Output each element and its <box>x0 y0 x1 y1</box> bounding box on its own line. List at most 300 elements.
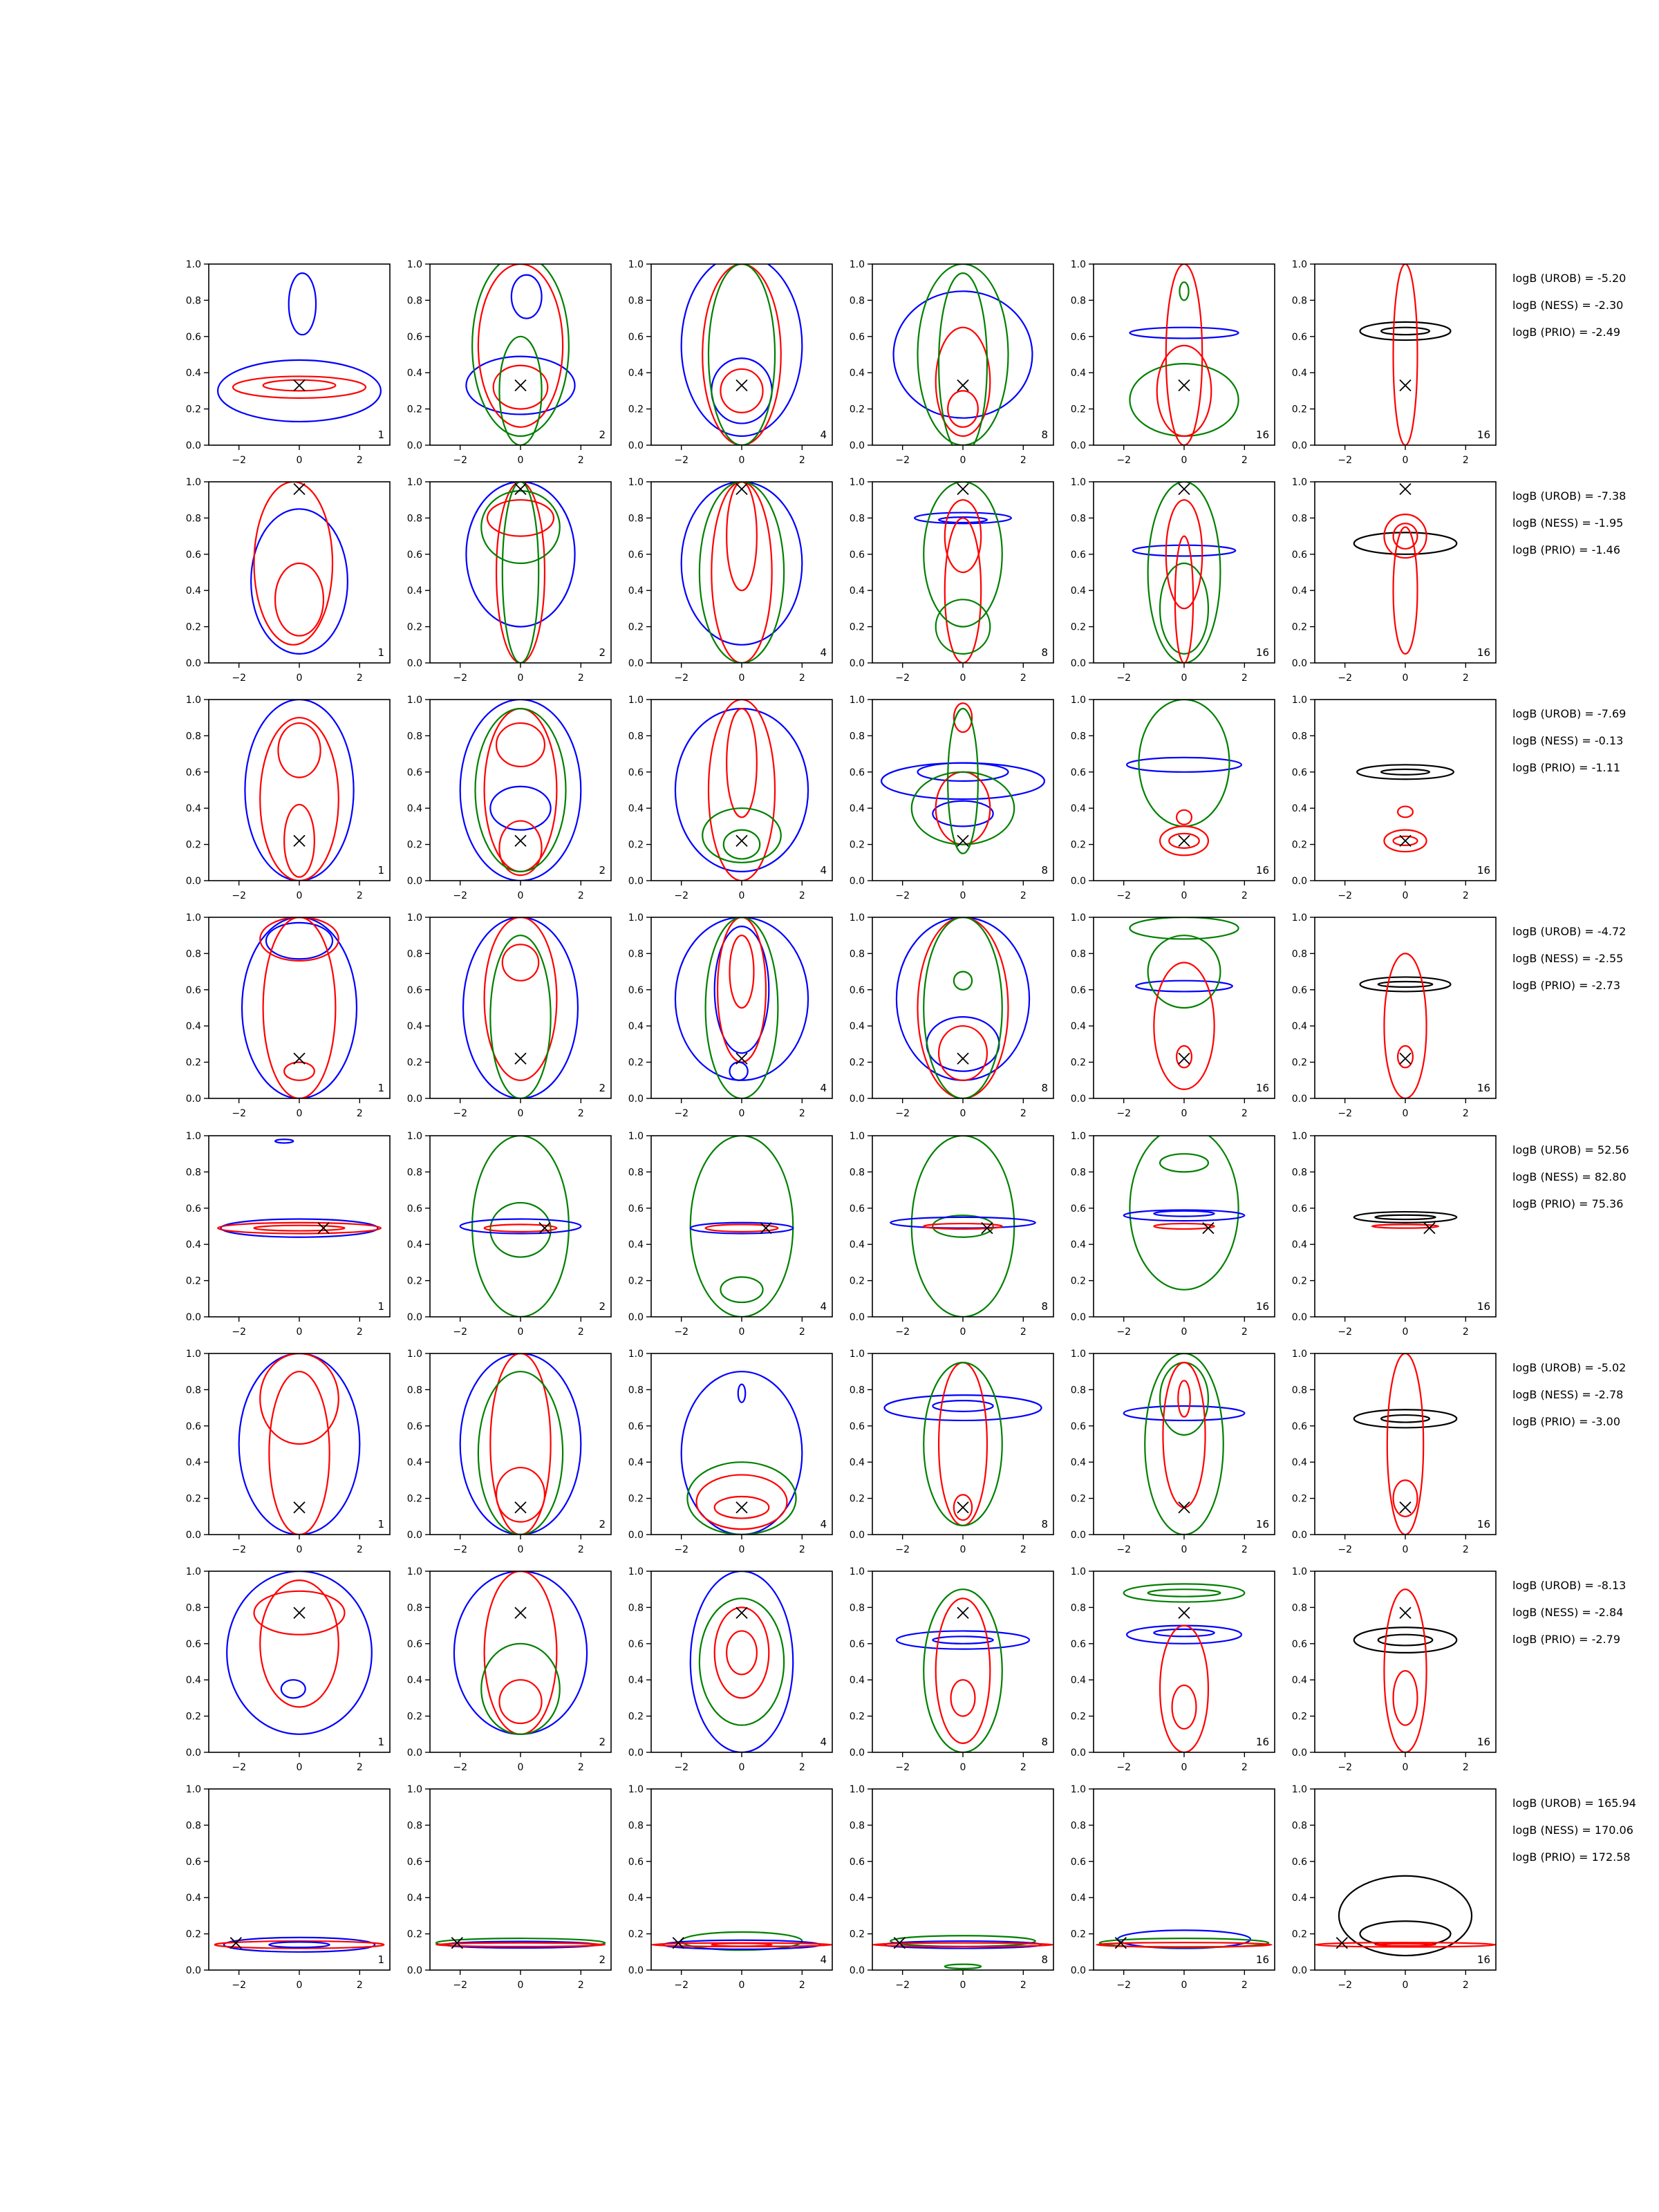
y-tick-label: 0.8 <box>849 1820 865 1832</box>
y-tick-label: 0.2 <box>185 1929 201 1940</box>
y-tick-label: 0.8 <box>185 1385 201 1396</box>
x-tick-label: 2 <box>1241 890 1248 901</box>
y-tick-label: 0.8 <box>1070 1167 1086 1179</box>
y-tick-label: 0.4 <box>849 368 865 379</box>
y-tick-label: 0.2 <box>1291 404 1307 415</box>
x-tick-label: 2 <box>1462 890 1469 901</box>
y-tick-label: 0.4 <box>628 1893 644 1904</box>
logb-stat-text: logB (UROB) = 165.94 <box>1512 1797 1636 1810</box>
x-tick-label: −2 <box>674 455 688 466</box>
y-tick-label: 0.8 <box>1070 1820 1086 1832</box>
y-tick-label: 1.0 <box>849 695 865 706</box>
y-tick-label: 0.4 <box>1070 1457 1086 1469</box>
panel-number-label: 16 <box>1477 429 1490 441</box>
x-tick-label: −2 <box>1116 1108 1131 1119</box>
y-tick-label: 0.0 <box>1070 1747 1086 1759</box>
y-tick-label: 0.0 <box>1291 1747 1307 1759</box>
y-tick-label: 1.0 <box>849 1566 865 1577</box>
panel-number-label: 4 <box>820 1518 827 1530</box>
y-tick-label: 0.4 <box>1070 1239 1086 1251</box>
y-tick-label: 0.6 <box>1070 1638 1086 1650</box>
x-tick-label: 2 <box>356 1544 363 1555</box>
panel-number-label: 4 <box>820 1082 827 1094</box>
y-tick-label: 0.8 <box>1291 295 1307 307</box>
logb-stat-text: logB (PRIO) = -1.46 <box>1512 543 1620 556</box>
y-tick-label: 0.2 <box>406 621 422 633</box>
y-tick-label: 0.6 <box>628 767 644 778</box>
panel-number-label: 4 <box>820 1300 827 1313</box>
x-tick-label: 0 <box>517 1762 524 1773</box>
x-tick-label: 2 <box>798 1762 805 1773</box>
y-tick-label: 0.2 <box>185 839 201 851</box>
y-tick-label: 0.6 <box>1291 549 1307 561</box>
panel-number-label: 16 <box>1255 864 1269 877</box>
y-tick-label: 0.0 <box>406 1965 422 1976</box>
y-tick-label: 1.0 <box>628 1784 644 1795</box>
y-tick-label: 0.6 <box>628 1638 644 1650</box>
y-tick-label: 0.0 <box>406 440 422 451</box>
y-tick-label: 0.2 <box>628 404 644 415</box>
x-tick-label: −2 <box>1338 455 1352 466</box>
panel-number-label: 1 <box>377 646 384 659</box>
y-tick-label: 0.4 <box>1070 1021 1086 1033</box>
y-tick-label: 0.2 <box>406 1493 422 1505</box>
y-tick-label: 0.0 <box>849 440 865 451</box>
y-tick-label: 0.2 <box>628 1275 644 1287</box>
y-tick-label: 0.2 <box>406 1711 422 1723</box>
y-tick-label: 1.0 <box>185 477 201 488</box>
x-tick-label: 0 <box>517 1108 524 1119</box>
y-tick-label: 0.6 <box>406 1203 422 1215</box>
panel-number-label: 8 <box>1041 429 1048 441</box>
y-tick-label: 0.0 <box>406 658 422 669</box>
logb-stat-text: logB (UROB) = -5.20 <box>1512 272 1627 285</box>
y-tick-label: 0.6 <box>1070 984 1086 996</box>
x-tick-label: 0 <box>296 1762 303 1773</box>
y-tick-label: 1.0 <box>1291 259 1307 270</box>
y-tick-label: 1.0 <box>1070 477 1086 488</box>
y-tick-label: 0.0 <box>849 1965 865 1976</box>
x-tick-label: 0 <box>517 1980 524 1991</box>
x-tick-label: 0 <box>296 1544 303 1555</box>
x-tick-label: 0 <box>1402 1327 1409 1338</box>
x-tick-label: 2 <box>577 1762 584 1773</box>
y-tick-label: 0.4 <box>628 1239 644 1251</box>
panel-number-label: 4 <box>820 646 827 659</box>
y-tick-label: 0.6 <box>849 1421 865 1432</box>
y-tick-label: 0.0 <box>406 1094 422 1105</box>
y-tick-label: 0.8 <box>1291 1820 1307 1832</box>
y-tick-label: 1.0 <box>1291 1131 1307 1142</box>
y-tick-label: 0.4 <box>1291 1457 1307 1469</box>
y-tick-label: 1.0 <box>1291 1566 1307 1577</box>
y-tick-label: 0.8 <box>628 1820 644 1832</box>
y-tick-label: 0.6 <box>628 1856 644 1868</box>
x-tick-label: −2 <box>453 1980 467 1991</box>
panel-number-label: 1 <box>377 864 384 877</box>
panel-number-label: 16 <box>1255 429 1269 441</box>
y-tick-label: 0.6 <box>185 549 201 561</box>
y-tick-label: 0.2 <box>406 1275 422 1287</box>
panel-number-label: 8 <box>1041 646 1048 659</box>
panel-number-label: 16 <box>1477 864 1490 877</box>
y-tick-label: 0.8 <box>185 1820 201 1832</box>
y-tick-label: 0.6 <box>1291 1203 1307 1215</box>
y-tick-label: 0.4 <box>1070 368 1086 379</box>
y-tick-label: 0.4 <box>406 368 422 379</box>
y-tick-label: 0.4 <box>1291 1675 1307 1687</box>
x-tick-label: 2 <box>1241 673 1248 684</box>
y-tick-label: 0.8 <box>1291 1602 1307 1614</box>
y-tick-label: 0.8 <box>1070 295 1086 307</box>
panel-number-label: 8 <box>1041 1736 1048 1748</box>
y-tick-label: 0.0 <box>406 1747 422 1759</box>
x-tick-label: 0 <box>296 673 303 684</box>
y-tick-label: 0.8 <box>1070 513 1086 525</box>
x-tick-label: −2 <box>1116 1544 1131 1555</box>
y-tick-label: 0.4 <box>849 1021 865 1033</box>
x-tick-label: 0 <box>1181 455 1188 466</box>
y-tick-label: 0.6 <box>849 1856 865 1868</box>
x-tick-label: −2 <box>453 455 467 466</box>
y-tick-label: 0.6 <box>406 1421 422 1432</box>
x-tick-label: −2 <box>453 890 467 901</box>
x-tick-label: 2 <box>1462 455 1469 466</box>
y-tick-label: 0.6 <box>185 1421 201 1432</box>
y-tick-label: 0.2 <box>185 621 201 633</box>
y-tick-label: 0.0 <box>1070 1312 1086 1323</box>
x-tick-label: 2 <box>356 1108 363 1119</box>
x-tick-label: 0 <box>517 455 524 466</box>
x-tick-label: 2 <box>1020 1544 1027 1555</box>
y-tick-label: 0.4 <box>849 1457 865 1469</box>
x-tick-label: 2 <box>798 1327 805 1338</box>
y-tick-label: 0.8 <box>406 513 422 525</box>
y-tick-label: 0.0 <box>1291 440 1307 451</box>
y-tick-label: 0.2 <box>185 1493 201 1505</box>
y-tick-label: 0.8 <box>406 1820 422 1832</box>
y-tick-label: 0.0 <box>1070 658 1086 669</box>
y-tick-label: 0.4 <box>628 1675 644 1687</box>
x-tick-label: 2 <box>1462 1980 1469 1991</box>
y-tick-label: 0.2 <box>849 621 865 633</box>
panel-number-label: 2 <box>599 1953 606 1966</box>
y-tick-label: 0.8 <box>406 948 422 960</box>
x-tick-label: 0 <box>959 1762 966 1773</box>
panel-number-label: 4 <box>820 1953 827 1966</box>
x-tick-label: 2 <box>1020 890 1027 901</box>
x-tick-label: 0 <box>738 890 745 901</box>
x-tick-label: −2 <box>1338 1544 1352 1555</box>
x-tick-label: −2 <box>232 1980 246 1991</box>
panel-number-label: 2 <box>599 864 606 877</box>
x-tick-label: 0 <box>1402 455 1409 466</box>
y-tick-label: 0.0 <box>628 1965 644 1976</box>
y-tick-label: 0.6 <box>185 767 201 778</box>
x-tick-label: 2 <box>1241 1762 1248 1773</box>
y-tick-label: 0.6 <box>1291 1856 1307 1868</box>
y-tick-label: 0.6 <box>628 331 644 343</box>
y-tick-label: 1.0 <box>1291 912 1307 924</box>
y-tick-label: 0.6 <box>1070 1203 1086 1215</box>
panel-number-label: 8 <box>1041 1518 1048 1530</box>
x-tick-label: −2 <box>1338 1327 1352 1338</box>
y-tick-label: 0.0 <box>185 658 201 669</box>
x-tick-label: −2 <box>1338 890 1352 901</box>
x-tick-label: 0 <box>959 1980 966 1991</box>
y-tick-label: 0.8 <box>1070 1385 1086 1396</box>
x-tick-label: −2 <box>1338 1762 1352 1773</box>
y-tick-label: 0.0 <box>1291 1094 1307 1105</box>
logb-stat-text: logB (PRIO) = -2.79 <box>1512 1633 1620 1646</box>
y-tick-label: 0.6 <box>1291 1421 1307 1432</box>
x-tick-label: 2 <box>356 1327 363 1338</box>
logb-stat-text: logB (NESS) = 82.80 <box>1512 1170 1627 1183</box>
y-tick-label: 0.8 <box>406 1385 422 1396</box>
y-tick-label: 0.6 <box>1070 1856 1086 1868</box>
y-tick-label: 0.0 <box>849 658 865 669</box>
y-tick-label: 0.4 <box>1070 585 1086 597</box>
y-tick-label: 0.8 <box>628 1167 644 1179</box>
panel-number-label: 16 <box>1477 1953 1490 1966</box>
y-tick-label: 0.6 <box>185 1203 201 1215</box>
panel-number-label: 2 <box>599 646 606 659</box>
y-tick-label: 1.0 <box>185 1131 201 1142</box>
panel-number-label: 16 <box>1477 1518 1490 1530</box>
panel-number-label: 1 <box>377 1082 384 1094</box>
y-tick-label: 0.6 <box>628 1203 644 1215</box>
x-tick-label: −2 <box>674 1762 688 1773</box>
y-tick-label: 0.8 <box>185 731 201 742</box>
y-tick-label: 0.6 <box>406 1638 422 1650</box>
x-tick-label: −2 <box>674 1108 688 1119</box>
y-tick-label: 0.8 <box>406 295 422 307</box>
y-tick-label: 0.6 <box>406 549 422 561</box>
y-tick-label: 1.0 <box>406 259 422 270</box>
x-tick-label: −2 <box>895 890 910 901</box>
x-tick-label: 0 <box>738 1980 745 1991</box>
panel-number-label: 2 <box>599 429 606 441</box>
y-tick-label: 0.0 <box>628 658 644 669</box>
y-tick-label: 0.2 <box>628 1711 644 1723</box>
x-tick-label: −2 <box>895 455 910 466</box>
y-tick-label: 1.0 <box>849 259 865 270</box>
y-tick-label: 0.0 <box>849 1312 865 1323</box>
x-tick-label: 2 <box>1020 1762 1027 1773</box>
x-tick-label: 0 <box>738 455 745 466</box>
y-tick-label: 0.8 <box>849 948 865 960</box>
panel-number-label: 16 <box>1477 1082 1490 1094</box>
y-tick-label: 0.4 <box>1291 368 1307 379</box>
x-tick-label: 2 <box>356 455 363 466</box>
y-tick-label: 0.8 <box>406 1167 422 1179</box>
logb-stat-text: logB (PRIO) = -2.73 <box>1512 979 1620 992</box>
y-tick-label: 0.4 <box>1291 803 1307 815</box>
x-tick-label: 2 <box>1241 1980 1248 1991</box>
logb-stat-text: logB (NESS) = -2.78 <box>1512 1388 1624 1401</box>
x-tick-label: −2 <box>1338 1108 1352 1119</box>
x-tick-label: 0 <box>959 673 966 684</box>
y-tick-label: 0.2 <box>1070 404 1086 415</box>
x-tick-label: 2 <box>577 1980 584 1991</box>
y-tick-label: 1.0 <box>1291 1784 1307 1795</box>
y-tick-label: 0.4 <box>185 1457 201 1469</box>
y-tick-label: 0.0 <box>185 1312 201 1323</box>
y-tick-label: 0.2 <box>406 839 422 851</box>
y-tick-label: 0.8 <box>1291 731 1307 742</box>
x-tick-label: 0 <box>1402 673 1409 684</box>
y-tick-label: 0.4 <box>406 1893 422 1904</box>
x-tick-label: 0 <box>296 1108 303 1119</box>
panel-number-label: 4 <box>820 429 827 441</box>
x-tick-label: 0 <box>1181 1327 1188 1338</box>
y-tick-label: 1.0 <box>849 1349 865 1360</box>
logb-stat-text: logB (PRIO) = 75.36 <box>1512 1197 1624 1210</box>
y-tick-label: 1.0 <box>1070 1566 1086 1577</box>
y-tick-label: 0.6 <box>1070 549 1086 561</box>
y-tick-label: 0.2 <box>1070 839 1086 851</box>
x-tick-label: 0 <box>738 1108 745 1119</box>
y-tick-label: 0.4 <box>849 585 865 597</box>
y-tick-label: 1.0 <box>628 695 644 706</box>
y-tick-label: 0.6 <box>849 1638 865 1650</box>
x-tick-label: −2 <box>453 1544 467 1555</box>
y-tick-label: 0.8 <box>849 1602 865 1614</box>
y-tick-label: 0.8 <box>849 1385 865 1396</box>
y-tick-label: 0.4 <box>849 803 865 815</box>
logb-stat-text: logB (NESS) = -1.95 <box>1512 516 1624 529</box>
y-tick-label: 0.8 <box>1291 1167 1307 1179</box>
y-tick-label: 0.8 <box>185 1602 201 1614</box>
y-tick-label: 0.8 <box>1070 731 1086 742</box>
y-tick-label: 1.0 <box>628 1566 644 1577</box>
panel-number-label: 4 <box>820 864 827 877</box>
y-tick-label: 0.8 <box>628 948 644 960</box>
y-tick-label: 0.6 <box>406 767 422 778</box>
y-tick-label: 0.0 <box>185 1747 201 1759</box>
logb-stat-text: logB (UROB) = -8.13 <box>1512 1579 1627 1592</box>
logb-stat-text: logB (NESS) = -0.13 <box>1512 734 1624 747</box>
panel-number-label: 8 <box>1041 1953 1048 1966</box>
y-tick-label: 0.2 <box>1070 621 1086 633</box>
y-tick-label: 0.4 <box>628 585 644 597</box>
panel-number-label: 2 <box>599 1300 606 1313</box>
x-tick-label: 0 <box>1181 890 1188 901</box>
y-tick-label: 0.2 <box>1291 1493 1307 1505</box>
y-tick-label: 0.0 <box>406 1312 422 1323</box>
y-tick-label: 0.2 <box>628 1929 644 1940</box>
x-tick-label: −2 <box>232 1544 246 1555</box>
x-tick-label: 0 <box>1402 890 1409 901</box>
y-tick-label: 1.0 <box>628 912 644 924</box>
y-tick-label: 0.0 <box>628 440 644 451</box>
x-tick-label: 0 <box>296 1327 303 1338</box>
y-tick-label: 0.0 <box>1291 1530 1307 1541</box>
y-tick-label: 0.0 <box>185 440 201 451</box>
panel-number-label: 2 <box>599 1736 606 1748</box>
y-tick-label: 0.2 <box>185 1711 201 1723</box>
y-tick-label: 0.4 <box>849 1675 865 1687</box>
x-tick-label: 0 <box>738 1762 745 1773</box>
y-tick-label: 1.0 <box>1291 695 1307 706</box>
y-tick-label: 0.0 <box>628 1312 644 1323</box>
x-tick-label: −2 <box>1116 455 1131 466</box>
y-tick-label: 1.0 <box>406 1349 422 1360</box>
x-tick-label: 0 <box>959 1544 966 1555</box>
y-tick-label: 0.2 <box>1070 1929 1086 1940</box>
y-tick-label: 1.0 <box>185 695 201 706</box>
y-tick-label: 0.0 <box>849 876 865 887</box>
y-tick-label: 1.0 <box>406 1784 422 1795</box>
x-tick-label: 2 <box>577 455 584 466</box>
y-tick-label: 0.6 <box>406 331 422 343</box>
logb-stat-text: logB (NESS) = -2.30 <box>1512 299 1624 312</box>
x-tick-label: 2 <box>577 1108 584 1119</box>
y-tick-label: 0.0 <box>628 1747 644 1759</box>
y-tick-label: 0.4 <box>406 803 422 815</box>
logb-stat-text: logB (UROB) = -7.69 <box>1512 707 1627 720</box>
y-tick-label: 0.2 <box>849 1275 865 1287</box>
panel-number-label: 16 <box>1255 1736 1269 1748</box>
x-tick-label: 0 <box>517 673 524 684</box>
panel-number-label: 16 <box>1477 1300 1490 1313</box>
y-tick-label: 0.6 <box>1291 1638 1307 1650</box>
y-tick-label: 0.8 <box>628 1602 644 1614</box>
y-tick-label: 0.0 <box>1070 1094 1086 1105</box>
y-tick-label: 1.0 <box>1070 259 1086 270</box>
y-tick-label: 0.0 <box>628 1530 644 1541</box>
y-tick-label: 0.2 <box>628 839 644 851</box>
x-tick-label: 0 <box>1402 1980 1409 1991</box>
x-tick-label: 2 <box>798 673 805 684</box>
y-tick-label: 0.2 <box>628 621 644 633</box>
x-tick-label: 2 <box>798 1980 805 1991</box>
x-tick-label: −2 <box>1116 1327 1131 1338</box>
y-tick-label: 0.0 <box>1291 1965 1307 1976</box>
y-tick-label: 0.6 <box>185 1856 201 1868</box>
y-tick-label: 0.4 <box>628 803 644 815</box>
panel-number-label: 8 <box>1041 1082 1048 1094</box>
y-tick-label: 0.8 <box>628 731 644 742</box>
y-tick-label: 0.4 <box>1291 1893 1307 1904</box>
y-tick-label: 0.6 <box>185 984 201 996</box>
y-tick-label: 0.8 <box>628 295 644 307</box>
y-tick-label: 0.2 <box>1070 1275 1086 1287</box>
y-tick-label: 0.8 <box>1291 948 1307 960</box>
y-tick-label: 0.8 <box>185 948 201 960</box>
x-tick-label: 2 <box>356 1980 363 1991</box>
y-tick-label: 0.2 <box>849 1929 865 1940</box>
y-tick-label: 0.8 <box>406 1602 422 1614</box>
x-tick-label: 2 <box>1020 455 1027 466</box>
logb-stat-text: logB (UROB) = -5.02 <box>1512 1361 1627 1374</box>
y-tick-label: 0.2 <box>849 1711 865 1723</box>
x-tick-label: −2 <box>232 1762 246 1773</box>
y-tick-label: 0.8 <box>185 513 201 525</box>
y-tick-label: 0.4 <box>406 1239 422 1251</box>
y-tick-label: 0.4 <box>185 1675 201 1687</box>
y-tick-label: 1.0 <box>1291 1349 1307 1360</box>
y-tick-label: 1.0 <box>1070 1349 1086 1360</box>
panel-number-label: 1 <box>377 429 384 441</box>
y-tick-label: 0.0 <box>185 1094 201 1105</box>
x-tick-label: 0 <box>1402 1762 1409 1773</box>
y-tick-label: 0.2 <box>406 1929 422 1940</box>
y-tick-label: 0.8 <box>1070 1602 1086 1614</box>
y-tick-label: 0.4 <box>628 1021 644 1033</box>
x-tick-label: 2 <box>1020 1980 1027 1991</box>
y-tick-label: 0.6 <box>628 984 644 996</box>
